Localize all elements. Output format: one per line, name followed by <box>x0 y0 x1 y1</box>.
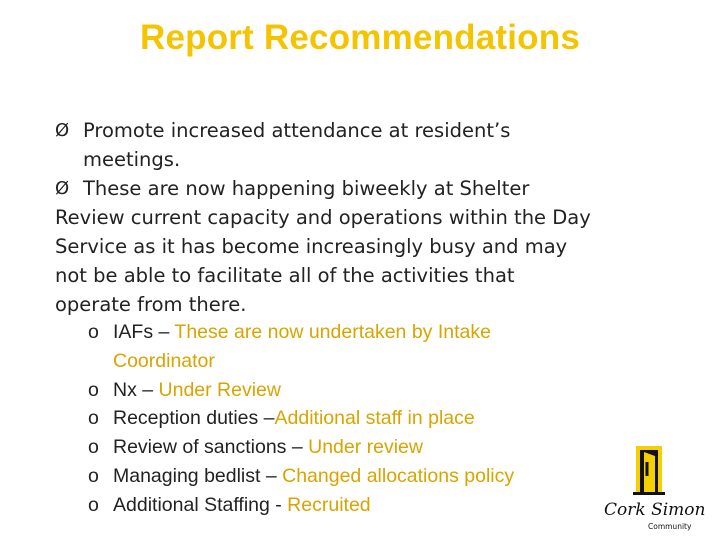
cork-simon-logo <box>600 442 712 532</box>
arrow-bullet-icon: Ø <box>55 178 70 199</box>
circle-bullet-icon: o <box>88 493 99 516</box>
item-label: IAFs – <box>113 321 175 343</box>
item-status: Recruited <box>287 493 371 516</box>
bullet-item <box>55 116 665 145</box>
paragraph-line: Service as it has become increasingly busy and may <box>55 235 568 258</box>
paragraph-line: operate from there. <box>55 293 247 316</box>
arrow-bullet-icon: Ø <box>55 120 70 141</box>
main-text <box>55 116 665 319</box>
sub-list-item-continued <box>88 347 558 376</box>
slide-title: Report Recommendations <box>139 18 581 57</box>
sub-list-item <box>88 491 558 520</box>
sub-list-item <box>88 376 558 405</box>
item-status: These are now undertaken by Intake <box>174 321 491 343</box>
circle-bullet-icon: o <box>88 378 99 401</box>
sub-list-item <box>88 318 558 347</box>
item-status-continued: Coordinator <box>113 349 215 372</box>
item-status: Additional staff in place <box>274 407 475 430</box>
item-label: Review of sanctions – <box>113 436 309 459</box>
paragraph-line: Review current capacity and operations within the Day <box>55 206 591 229</box>
sub-list <box>88 318 558 520</box>
item-label: Managing bedlist – <box>113 464 283 487</box>
sub-list-item <box>88 462 558 491</box>
item-status: Under review <box>308 436 423 459</box>
paragraph-line: not be able to facilitate all of the activities that <box>55 264 515 287</box>
bullet-text: Promote increased attendance at resident’s <box>83 119 511 142</box>
item-label: Nx – <box>113 378 159 401</box>
sub-list-item <box>88 404 558 433</box>
circle-bullet-icon: o <box>88 407 99 430</box>
bullet-text-continued: meetings. <box>83 148 181 171</box>
logo-subtext: Community <box>648 522 692 531</box>
circle-bullet-icon: o <box>88 436 99 459</box>
item-status: Under Review <box>158 378 281 401</box>
item-label: Additional Staffing - <box>113 493 288 516</box>
bullet-text: These are now happening biweekly at Shelter <box>83 177 530 200</box>
item-label: Reception duties – <box>113 407 275 430</box>
bullet-item <box>55 174 665 203</box>
logo-text: Cork Simon <box>604 500 706 520</box>
item-status: Changed allocations policy <box>282 464 515 487</box>
circle-bullet-icon: o <box>88 321 99 343</box>
sub-list-item <box>88 433 558 462</box>
circle-bullet-icon: o <box>88 464 99 487</box>
